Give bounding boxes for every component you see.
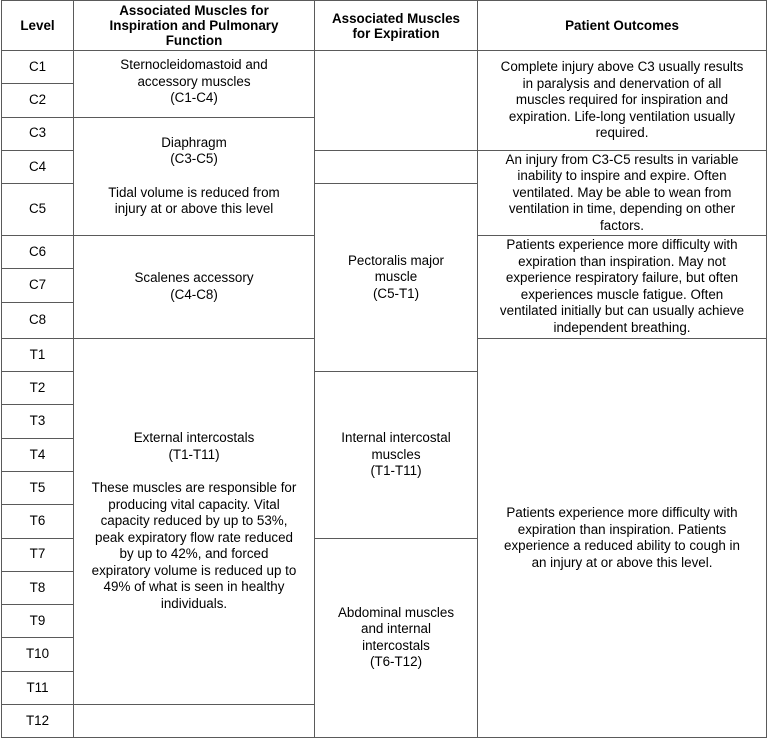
cell-line: These muscles are responsible for <box>91 480 297 496</box>
cell-line: An injury from C3-C5 results in variable <box>505 151 739 167</box>
expiration-empty-cell <box>315 150 478 183</box>
cell-line: and internal <box>361 621 431 637</box>
cell-line: External intercostals <box>133 430 255 446</box>
header-inspiration-line: Associated Muscles for <box>119 3 269 18</box>
cell-line: (C4-C8) <box>170 286 218 302</box>
level-cell: T3 <box>2 405 74 438</box>
cell-line: (C3-C5) <box>170 151 218 167</box>
cell-line: (C1-C4) <box>170 90 218 105</box>
inspiration-external-cell <box>74 338 315 704</box>
cell-line: Complete injury above C3 usually results <box>500 59 744 75</box>
cell-line: Scalenes accessory <box>134 270 254 286</box>
cell-line: Diaphragm <box>161 134 227 150</box>
inspiration-scalenes-cell <box>74 236 315 339</box>
inspiration-empty-cell <box>74 705 315 738</box>
cell-line: required. <box>595 125 649 141</box>
cell-line: expiration than inspiration. Patients <box>517 521 727 537</box>
cell-line: expiration. Life-long ventilation usually <box>508 108 736 124</box>
inspiration-diaphragm-cell <box>74 117 315 236</box>
level-cell: C6 <box>2 236 74 269</box>
cell-line: capacity reduced by up to 53%, <box>100 513 288 529</box>
cell-line: Internal intercostal <box>341 430 451 446</box>
level-cell: T11 <box>2 671 74 704</box>
cell-line: independent breathing. <box>553 319 691 335</box>
cell-line: ventilated. May be able to wean from <box>512 184 732 200</box>
header-expiration-line: for Expiration <box>352 25 440 41</box>
level-cell: C3 <box>2 117 74 150</box>
level-cell: T5 <box>2 471 74 504</box>
expiration-abdominal-cell <box>315 538 478 738</box>
cell-line: expiratory volume is reduced up to <box>91 562 297 578</box>
header-inspiration-line: Function <box>165 33 223 48</box>
level-cell: T1 <box>2 338 74 371</box>
level-cell: T7 <box>2 538 74 571</box>
cell-line: inability to inspire and expire. Often <box>517 168 727 184</box>
level-cell: T10 <box>2 638 74 671</box>
cell-line: muscles required for inspiration and <box>515 92 729 108</box>
cell-line: Abdominal muscles <box>337 604 455 620</box>
cell-line: Pectoralis major <box>348 252 444 268</box>
level-cell: C5 <box>2 184 74 236</box>
header-outcomes: Patient Outcomes <box>478 1 767 51</box>
cell-line: 49% of what is seen in healthy <box>103 579 285 595</box>
cell-line: (T1-T11) <box>168 446 220 462</box>
header-expiration-line: Associated Muscles <box>331 10 460 26</box>
cell-line: ventilated initially but can usually achieve <box>499 303 745 319</box>
spinal-injury-table <box>1 0 767 738</box>
level-cell: T4 <box>2 438 74 471</box>
cell-spacer <box>78 463 310 480</box>
cell-line: individuals. <box>160 595 228 611</box>
expiration-pectoralis-cell <box>315 184 478 372</box>
expiration-internal-cell <box>315 372 478 538</box>
cell-line: factors. <box>600 217 644 233</box>
cell-line: experience respiratory failure, but often <box>505 270 739 286</box>
cell-spacer <box>78 168 310 185</box>
level-cell: C2 <box>2 84 74 117</box>
header-expiration <box>315 1 478 51</box>
cell-line: Sternocleidomastoid and <box>120 57 268 72</box>
cell-line: accessory muscles <box>137 73 251 89</box>
header-inspiration-line: Inspiration and Pulmonary <box>109 18 279 33</box>
cell-line: ventilation in time, depending on other <box>508 201 736 217</box>
level-cell: C8 <box>2 302 74 338</box>
cell-line: muscle <box>374 269 418 285</box>
cell-line: Patients experience more difficulty with <box>506 505 738 521</box>
level-cell: T2 <box>2 372 74 405</box>
inspiration-scm-cell <box>74 51 315 118</box>
outcome-thoracic-cell <box>478 338 767 738</box>
cell-line: expiration than inspiration. May not <box>518 253 726 269</box>
cell-line: by up to 42%, and forced <box>119 546 269 562</box>
cell-line: producing vital capacity. Vital <box>108 496 280 512</box>
cell-line: intercostals <box>362 637 430 653</box>
outcome-c3-c5-cell <box>478 150 767 235</box>
outcome-c1-c3-cell <box>478 51 767 151</box>
cell-line: Tidal volume is reduced from <box>108 184 280 200</box>
level-cell: C7 <box>2 269 74 302</box>
cell-line: Patients experience more difficulty with <box>506 237 738 253</box>
outcome-c6-c8-cell <box>478 236 767 339</box>
header-row <box>2 1 767 51</box>
header-inspiration <box>74 1 315 51</box>
cell-line: muscles <box>371 446 421 462</box>
cell-line: peak expiratory flow rate reduced <box>95 529 293 545</box>
cell-line: (T6-T12) <box>369 654 423 670</box>
level-cell: C1 <box>2 51 74 84</box>
level-cell: T6 <box>2 505 74 538</box>
cell-line: an injury at or above this level. <box>531 554 713 570</box>
header-level: Level <box>2 1 74 51</box>
level-cell: T8 <box>2 571 74 604</box>
cell-line: experiences muscle fatigue. Often <box>520 286 724 302</box>
table-row <box>2 51 767 84</box>
level-cell: T9 <box>2 605 74 638</box>
cell-line: (C5-T1) <box>372 285 420 301</box>
expiration-empty-cell <box>315 51 478 151</box>
cell-line: (T1-T11) <box>370 463 422 479</box>
level-cell: T12 <box>2 705 74 738</box>
cell-line: in paralysis and denervation of all <box>522 75 722 91</box>
cell-line: injury at or above this level <box>114 201 274 217</box>
cell-line: experience a reduced ability to cough in <box>504 538 740 554</box>
level-cell: C4 <box>2 150 74 183</box>
